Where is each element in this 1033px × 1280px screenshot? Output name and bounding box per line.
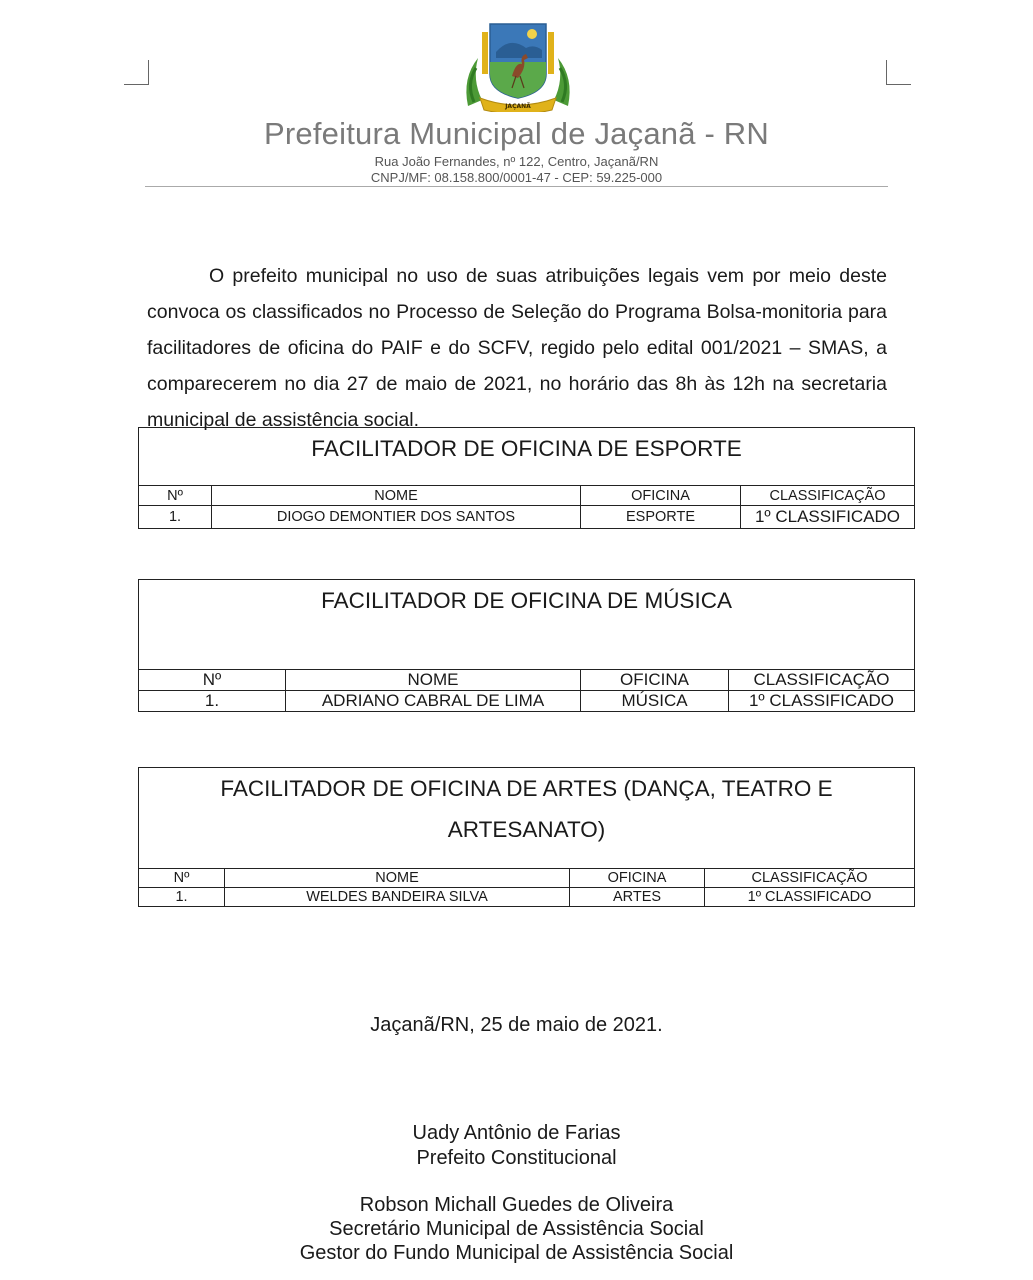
- section-table-esporte: [138, 427, 915, 529]
- crest-ribbon-text: JAÇANÃ: [505, 103, 531, 110]
- table-row: [139, 506, 915, 529]
- column-header-name: NOME: [212, 486, 581, 506]
- section-title: FACILITADOR DE OFICINA DE ARTES (DANÇA, TEATRO E ARTESANATO): [139, 768, 915, 869]
- cell-classification: 1º CLASSIFICADO: [741, 506, 915, 529]
- column-header-number: Nº: [139, 670, 286, 691]
- column-header-classification: CLASSIFICAÇÃO: [741, 486, 915, 506]
- municipal-crest-logo: [460, 18, 576, 112]
- header-divider: [145, 186, 888, 187]
- section-title: FACILITADOR DE OFICINA DE ESPORTE: [139, 428, 915, 486]
- cell-name: ADRIANO CABRAL DE LIMA: [286, 691, 581, 712]
- crop-mark-right: [886, 60, 911, 85]
- table-header-row: [139, 869, 915, 888]
- table-header-row: [139, 486, 915, 506]
- column-header-workshop: OFICINA: [581, 486, 741, 506]
- column-header-name: NOME: [286, 670, 581, 691]
- crop-mark-left: [124, 60, 149, 85]
- cell-classification: 1º CLASSIFICADO: [729, 691, 915, 712]
- signer2-role: Secretário Municipal de Assistência Social: [329, 1218, 704, 1240]
- cell-name: WELDES BANDEIRA SILVA: [225, 888, 570, 907]
- column-header-workshop: OFICINA: [570, 869, 705, 888]
- closing-date: Jaçanã/RN, 25 de maio de 2021.: [370, 1014, 663, 1036]
- signer1-role: Prefeito Constitucional: [416, 1147, 617, 1169]
- intro-paragraph: O prefeito municipal no uso de suas atribuições legais vem por meio deste convoca os classificados no Processo de Seleção do Programa Bolsa-monitoria para facilitadores de oficina do PAIF e do SCFV, regido pelo edital 001/2021 – SMAS, a comparecerem no dia 27 de maio de 2021, no horário das 8h às 12h na secretaria municipal de assistência social.: [147, 264, 887, 431]
- column-header-number: Nº: [139, 869, 225, 888]
- signer2-role-secondary: Gestor do Fundo Municipal de Assistência Social: [299, 1242, 734, 1264]
- column-header-classification: CLASSIFICAÇÃO: [729, 670, 915, 691]
- column-header-number: Nº: [139, 486, 212, 506]
- header-ids: CNPJ/MF: 08.158.800/0001-47 - CEP: 59.225-000: [370, 170, 663, 185]
- header-address: Rua João Fernandes, nº 122, Centro, Jaçanã/RN: [374, 154, 659, 169]
- section-table-artes: [138, 767, 915, 907]
- cell-workshop: MÚSICA: [581, 691, 729, 712]
- signer1-name: Uady Antônio de Farias: [412, 1122, 621, 1144]
- signer2-name: Robson Michall Guedes de Oliveira: [359, 1194, 674, 1216]
- cell-workshop: ARTES: [570, 888, 705, 907]
- cell-workshop: ESPORTE: [581, 506, 741, 529]
- column-header-name: NOME: [225, 869, 570, 888]
- cell-number: 1.: [139, 691, 286, 712]
- table-row: [139, 888, 915, 907]
- section-table-musica: [138, 579, 915, 712]
- cell-number: 1.: [139, 888, 225, 907]
- cell-number: 1.: [139, 506, 212, 529]
- table-row: [139, 691, 915, 712]
- column-header-classification: CLASSIFICAÇÃO: [705, 869, 915, 888]
- header-title: Prefeitura Municipal de Jaçanã - RN: [264, 116, 769, 151]
- cell-name: DIOGO DEMONTIER DOS SANTOS: [212, 506, 581, 529]
- table-header-row: [139, 670, 915, 691]
- section-title: FACILITADOR DE OFICINA DE MÚSICA: [139, 580, 915, 670]
- cell-classification: 1º CLASSIFICADO: [705, 888, 915, 907]
- column-header-workshop: OFICINA: [581, 670, 729, 691]
